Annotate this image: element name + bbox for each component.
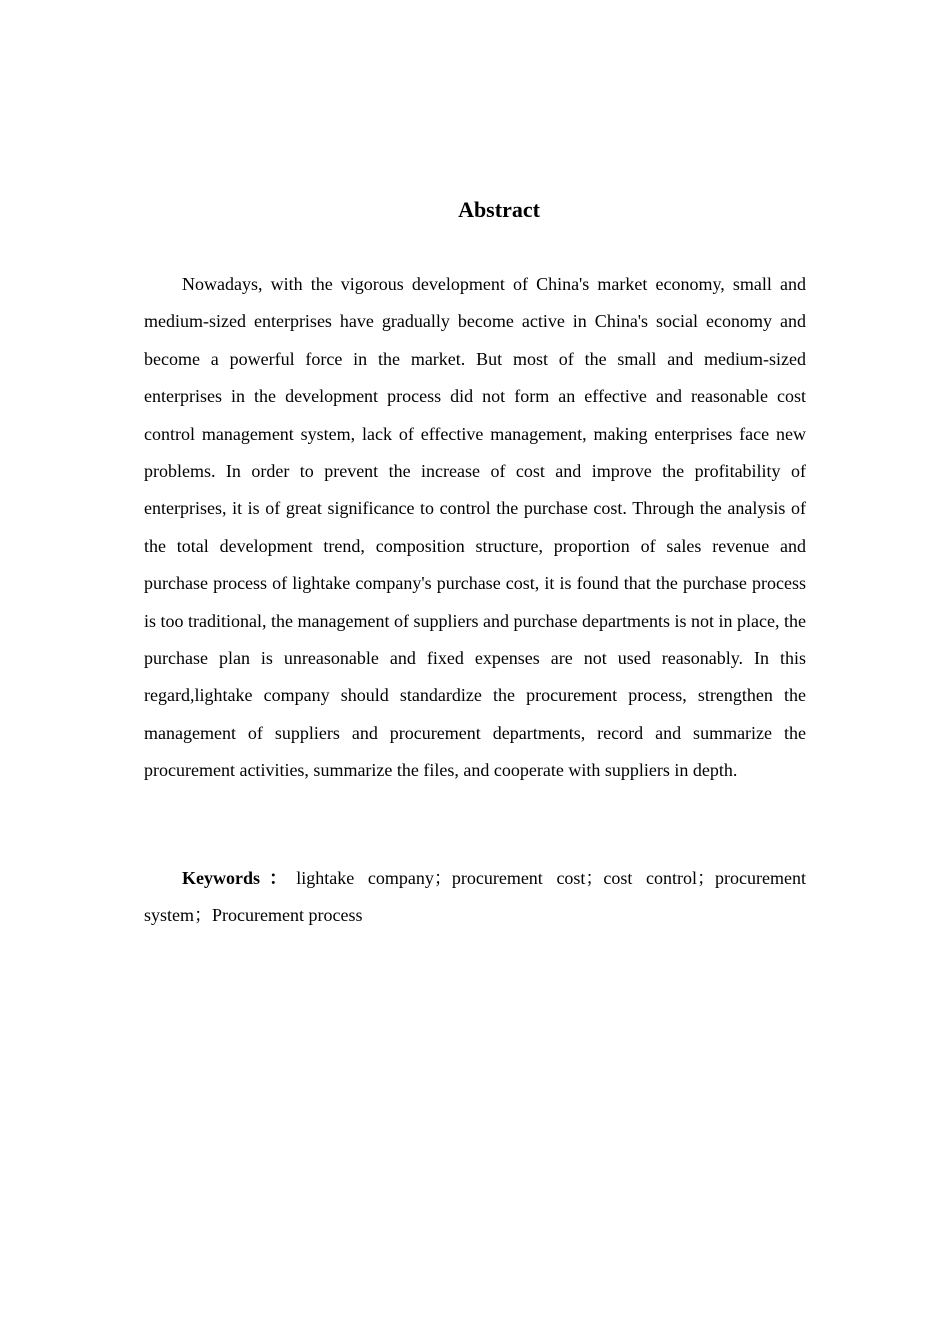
keywords-paragraph (144, 860, 806, 935)
keywords-label: Keywords： (182, 868, 297, 888)
abstract-heading: Abstract (458, 197, 540, 222)
abstract-paragraph: Nowadays, with the vigorous development of China's market economy, small and medium-sized enterprises have gradually become active in China's social economy and become a powerful force in the market. But most of the small and medium-sized enterprises in the development process did not form an effective and reasonable cost control management system, lack of effective management, making enterprises face new problems. In order to prevent the increase of cost and improve the profitability of enterprises, it is of great significance to control the purchase cost. Through the analysis of the total development trend, composition structure, proportion of sales revenue and purchase process of lightake company's purchase cost, it is found that the purchase process is too traditional, the management of suppliers and purchase departments is not in place, the purchase plan is unreasonable and fixed expenses are not used reasonably. In this regard,lightake company should standardize the procurement process, strengthen the management of suppliers and procurement departments, record and summarize the procurement activities, summarize the files, and cooperate with suppliers in depth. (144, 274, 806, 781)
keywords-list: lightake company；procurement cost；cost control；procurement system；Procurement process (144, 868, 807, 926)
